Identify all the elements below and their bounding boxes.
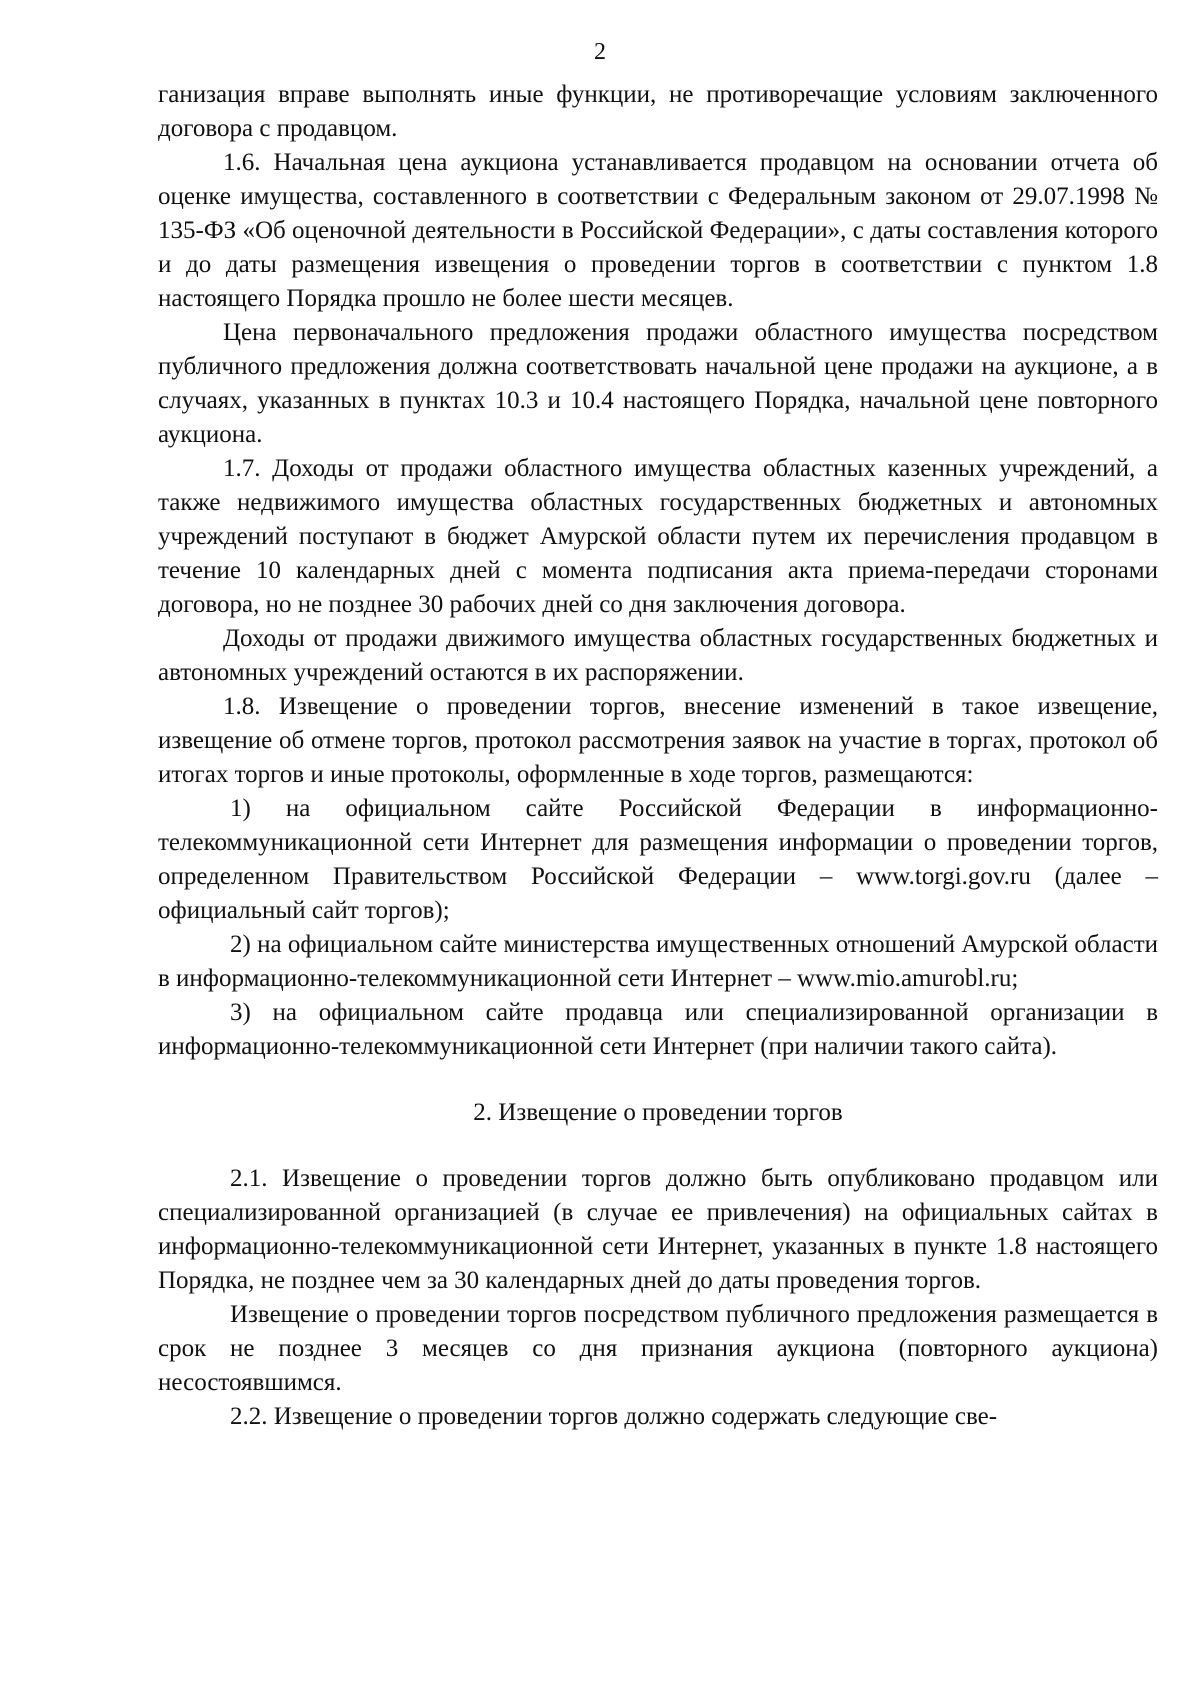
list-item: 1) на официальном сайте Российской Федерации в информационно-телекоммуникационной сети Интернет для размещения информации о проведении торгов, определенном Правительством Российской Федерации – www.torgi.gov.ru (далее – официальный сайт торгов); bbox=[158, 795, 1158, 924]
list-item: 2) на официальном сайте министерства имущественных отношений Амурской области в информационно-телекоммуникационной сети Интернет – www.mio.amurobl.ru; bbox=[158, 931, 1158, 992]
paragraph: 1.8. Извещение о проведении торгов, внесение изменений в такое извещение, извещение об отмене торгов, протокол рассмотрения заявок на участие в торгах, протокол об итогах торгов и иные протоколы, оформленные в ходе торгов, размещаются: bbox=[158, 693, 1158, 788]
page-number: 2 bbox=[594, 39, 606, 65]
paragraph: Доходы от продажи движимого имущества областных государственных бюджетных и автономных учреждений остаются в их распоряжении. bbox=[158, 625, 1158, 686]
list-item: 3) на официальном сайте продавца или специализированной организации в информационно-телекоммуникационной сети Интернет (при наличии такого сайта). bbox=[158, 999, 1158, 1060]
paragraph: ганизация вправе выполнять иные функции, не противоречащие условиям заключенного договора с продавцом. bbox=[158, 81, 1158, 142]
paragraph: 2.1. Извещение о проведении торгов должно быть опубликовано продавцом или специализированной организацией (в случае ее привлечения) на официальных сайтах в информационно-телекоммуникационной сети Интернет, указанных в пункте 1.8 настоящего Порядка, не позднее чем за 30 календарных дней до даты проведения торгов. bbox=[158, 1165, 1158, 1294]
paragraph: 1.6. Начальная цена аукциона устанавливается продавцом на основании отчета об оценке имущества, составленного в соответствии с Федеральным законом от 29.07.1998 № 135-ФЗ «Об оценочной деятельности в Российской Федерации», с даты составления которого и до даты размещения извещения о проведении торгов в соответствии с пунктом 1.8 настоящего Порядка прошло не более шести месяцев. bbox=[158, 149, 1158, 312]
paragraph: Извещение о проведении торгов посредством публичного предложения размещается в срок не позднее 3 месяцев со дня признания аукциона (повторного аукциона) несостоявшимся. bbox=[158, 1301, 1158, 1396]
paragraph: 1.7. Доходы от продажи областного имущества областных казенных учреждений, а также недвижимого имущества областных государственных бюджетных и автономных учреждений поступают в бюджет Амурской области путем их перечисления продавцом в течение 10 календарных дней с момента подписания акта приема-передачи сторонами договора, но не позднее 30 рабочих дней со дня заключения договора. bbox=[158, 455, 1158, 618]
document-body bbox=[158, 78, 1158, 1434]
paragraph: Цена первоначального предложения продажи областного имущества посредством публичного предложения должна соответствовать начальной цене продажи на аукционе, а в случаях, указанных в пунктах 10.3 и 10.4 настоящего Порядка, начальной цене повторного аукциона. bbox=[158, 319, 1158, 448]
paragraph: 2.2. Извещение о проведении торгов должно содержать следующие све- bbox=[230, 1403, 998, 1430]
section-heading: 2. Извещение о проведении торгов bbox=[473, 1099, 843, 1126]
